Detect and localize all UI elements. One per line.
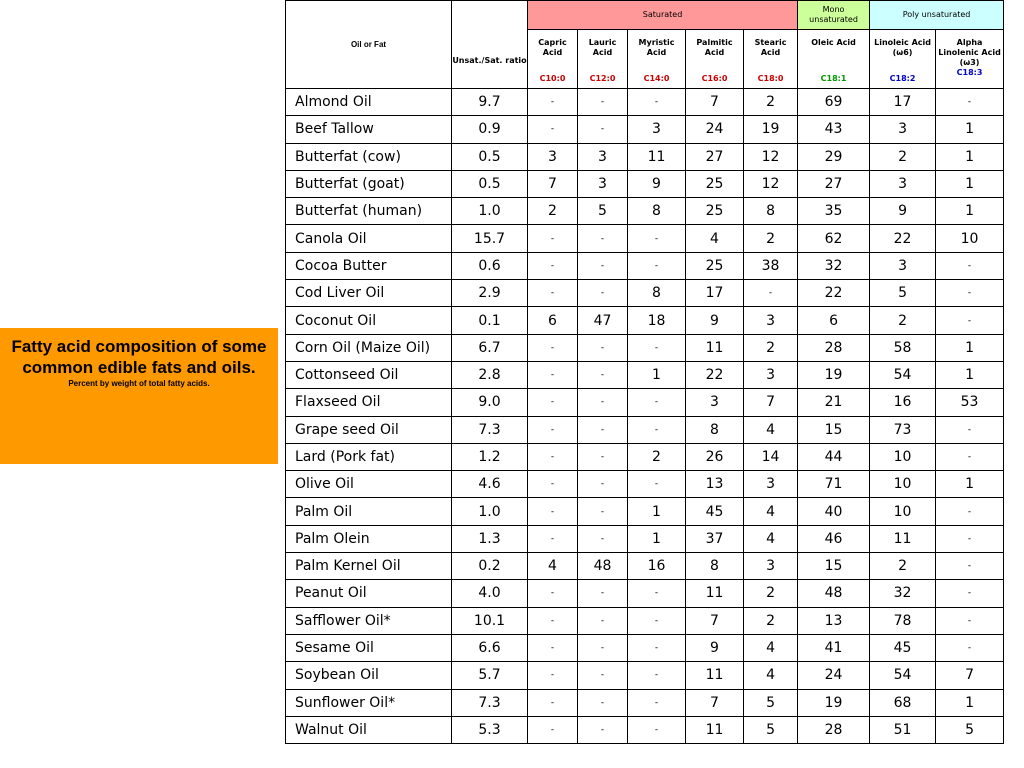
value-cell: 8 <box>686 553 744 580</box>
table-row <box>286 525 1004 552</box>
value-cell: 2 <box>870 553 936 580</box>
value-cell: 2 <box>744 334 798 361</box>
oil-name-cell: Peanut Oil <box>286 580 452 607</box>
value-cell: 8 <box>628 198 686 225</box>
value-cell: - <box>628 689 686 716</box>
table-row <box>286 443 1004 470</box>
value-cell: - <box>578 89 628 116</box>
value-cell: - <box>578 252 628 279</box>
ratio-cell: 4.6 <box>452 471 528 498</box>
table-row <box>286 580 1004 607</box>
title-panel <box>0 328 278 464</box>
value-cell: - <box>578 607 628 634</box>
value-cell: 26 <box>686 443 744 470</box>
acid-name: Oleic Acid <box>811 38 856 47</box>
value-cell: 1 <box>936 334 1004 361</box>
value-cell: 10 <box>936 225 1004 252</box>
value-cell: - <box>578 334 628 361</box>
ratio-cell: 5.3 <box>452 716 528 743</box>
value-cell: 46 <box>798 525 870 552</box>
value-cell: 3 <box>744 361 798 388</box>
value-cell: - <box>578 580 628 607</box>
ratio-cell: 7.3 <box>452 416 528 443</box>
table-row <box>286 280 1004 307</box>
value-cell: 40 <box>798 498 870 525</box>
value-cell: 1 <box>936 198 1004 225</box>
ratio-cell: 1.0 <box>452 498 528 525</box>
oil-name-cell: Palm Olein <box>286 525 452 552</box>
value-cell: - <box>936 307 1004 334</box>
value-cell: 19 <box>798 689 870 716</box>
value-cell: 19 <box>798 361 870 388</box>
oil-name-cell: Sunflower Oil* <box>286 689 452 716</box>
acid-header <box>686 30 744 89</box>
table-row <box>286 225 1004 252</box>
value-cell: 32 <box>870 580 936 607</box>
value-cell: 2 <box>870 307 936 334</box>
value-cell: 2 <box>528 198 578 225</box>
value-cell: 69 <box>798 89 870 116</box>
oil-name-cell: Coconut Oil <box>286 307 452 334</box>
oil-name-cell: Butterfat (goat) <box>286 170 452 197</box>
value-cell: 8 <box>744 198 798 225</box>
value-cell: 35 <box>798 198 870 225</box>
oil-name-cell: Almond Oil <box>286 89 452 116</box>
table-row <box>286 689 1004 716</box>
value-cell: 32 <box>798 252 870 279</box>
value-cell: - <box>744 280 798 307</box>
value-cell: 3 <box>870 170 936 197</box>
acid-code: C18:1 <box>820 74 847 83</box>
oil-name-cell: Corn Oil (Maize Oil) <box>286 334 452 361</box>
value-cell: 1 <box>628 361 686 388</box>
value-cell: - <box>578 525 628 552</box>
value-cell: - <box>578 716 628 743</box>
ratio-cell: 2.9 <box>452 280 528 307</box>
value-cell: 7 <box>744 389 798 416</box>
table-title: Fatty acid composition of some common edible fats and oils. <box>11 337 267 377</box>
value-cell: 3 <box>628 116 686 143</box>
value-cell: 2 <box>628 443 686 470</box>
ratio-cell: 4.0 <box>452 580 528 607</box>
value-cell: 5 <box>744 689 798 716</box>
value-cell: 7 <box>686 607 744 634</box>
value-cell: - <box>936 443 1004 470</box>
value-cell: 21 <box>798 389 870 416</box>
value-cell: 5 <box>936 716 1004 743</box>
table-row <box>286 634 1004 661</box>
value-cell: - <box>628 716 686 743</box>
value-cell: - <box>578 689 628 716</box>
acid-name: Stearic Acid <box>754 38 787 57</box>
value-cell: 45 <box>870 634 936 661</box>
value-cell: 4 <box>528 553 578 580</box>
table-row <box>286 471 1004 498</box>
value-cell: - <box>578 634 628 661</box>
value-cell: 3 <box>578 143 628 170</box>
value-cell: - <box>628 662 686 689</box>
value-cell: 43 <box>798 116 870 143</box>
value-cell: 25 <box>686 198 744 225</box>
value-cell: 1 <box>936 689 1004 716</box>
acid-name: Lauric Acid <box>588 38 617 57</box>
value-cell: 4 <box>744 662 798 689</box>
value-cell: 17 <box>870 89 936 116</box>
oil-name-cell: Soybean Oil <box>286 662 452 689</box>
oil-name-cell: Palm Oil <box>286 498 452 525</box>
value-cell: 11 <box>870 525 936 552</box>
value-cell: - <box>528 498 578 525</box>
oil-name-cell: Butterfat (cow) <box>286 143 452 170</box>
value-cell: - <box>936 580 1004 607</box>
ratio-cell: 6.6 <box>452 634 528 661</box>
value-cell: - <box>528 580 578 607</box>
ratio-cell: 10.1 <box>452 607 528 634</box>
table-subtitle: Percent by weight of total fatty acids. <box>68 379 210 388</box>
ratio-cell: 6.7 <box>452 334 528 361</box>
oil-name-cell: Cod Liver Oil <box>286 280 452 307</box>
table-row <box>286 416 1004 443</box>
value-cell: - <box>528 525 578 552</box>
acid-code: C18:0 <box>757 74 784 83</box>
acid-code: C18:2 <box>889 74 916 83</box>
value-cell: - <box>628 89 686 116</box>
oil-name-cell: Walnut Oil <box>286 716 452 743</box>
value-cell: 12 <box>744 143 798 170</box>
acid-code: C12:0 <box>589 74 616 83</box>
value-cell: 53 <box>936 389 1004 416</box>
oil-name-cell: Butterfat (human) <box>286 198 452 225</box>
value-cell: 71 <box>798 471 870 498</box>
value-cell: 3 <box>528 143 578 170</box>
value-cell: 47 <box>578 307 628 334</box>
value-cell: 9 <box>686 307 744 334</box>
value-cell: - <box>578 498 628 525</box>
value-cell: - <box>936 280 1004 307</box>
value-cell: 16 <box>628 553 686 580</box>
value-cell: 22 <box>870 225 936 252</box>
value-cell: 28 <box>798 716 870 743</box>
value-cell: 7 <box>686 89 744 116</box>
value-cell: - <box>528 607 578 634</box>
oil-name-cell: Lard (Pork fat) <box>286 443 452 470</box>
value-cell: 6 <box>528 307 578 334</box>
value-cell: 2 <box>870 143 936 170</box>
value-cell: 3 <box>870 252 936 279</box>
value-cell: 11 <box>628 143 686 170</box>
value-cell: 58 <box>870 334 936 361</box>
ratio-column-header: Unsat./Sat. ratio <box>452 1 528 89</box>
value-cell: 11 <box>686 716 744 743</box>
value-cell: 27 <box>686 143 744 170</box>
oil-name-cell: Sesame Oil <box>286 634 452 661</box>
value-cell: 54 <box>870 662 936 689</box>
oil-name-cell: Canola Oil <box>286 225 452 252</box>
table-row <box>286 334 1004 361</box>
table-row <box>286 389 1004 416</box>
ratio-cell: 0.5 <box>452 170 528 197</box>
value-cell: 54 <box>870 361 936 388</box>
value-cell: 38 <box>744 252 798 279</box>
value-cell: 7 <box>936 662 1004 689</box>
value-cell: 4 <box>744 498 798 525</box>
oil-name-cell: Olive Oil <box>286 471 452 498</box>
value-cell: 3 <box>744 307 798 334</box>
value-cell: 1 <box>936 170 1004 197</box>
value-cell: 2 <box>744 225 798 252</box>
value-cell: 15 <box>798 416 870 443</box>
table-row <box>286 170 1004 197</box>
value-cell: 37 <box>686 525 744 552</box>
acid-code: C10:0 <box>539 74 566 83</box>
value-cell: - <box>528 334 578 361</box>
acid-header <box>628 30 686 89</box>
value-cell: - <box>528 89 578 116</box>
value-cell: 15 <box>798 553 870 580</box>
ratio-cell: 0.1 <box>452 307 528 334</box>
header-group-row <box>286 1 1004 30</box>
value-cell: 24 <box>686 116 744 143</box>
value-cell: - <box>578 416 628 443</box>
ratio-cell: 7.3 <box>452 689 528 716</box>
value-cell: 27 <box>798 170 870 197</box>
acid-header <box>936 30 1004 89</box>
table-row <box>286 307 1004 334</box>
value-cell: 7 <box>528 170 578 197</box>
value-cell: 51 <box>870 716 936 743</box>
value-cell: 11 <box>686 662 744 689</box>
value-cell: - <box>528 471 578 498</box>
ratio-cell: 5.7 <box>452 662 528 689</box>
value-cell: - <box>578 389 628 416</box>
oil-name-cell: Safflower Oil* <box>286 607 452 634</box>
value-cell: 48 <box>578 553 628 580</box>
value-cell: 12 <box>744 170 798 197</box>
table-row <box>286 553 1004 580</box>
value-cell: - <box>528 662 578 689</box>
value-cell: - <box>628 634 686 661</box>
value-cell: 3 <box>744 553 798 580</box>
table-row <box>286 116 1004 143</box>
oil-name-cell: Grape seed Oil <box>286 416 452 443</box>
value-cell: 1 <box>628 498 686 525</box>
value-cell: 3 <box>578 170 628 197</box>
value-cell: - <box>628 389 686 416</box>
acid-header <box>578 30 628 89</box>
value-cell: - <box>628 607 686 634</box>
acid-code: C16:0 <box>701 74 728 83</box>
ratio-cell: 0.2 <box>452 553 528 580</box>
value-cell: - <box>628 580 686 607</box>
value-cell: 1 <box>628 525 686 552</box>
value-cell: 68 <box>870 689 936 716</box>
acid-name: Myristic Acid <box>638 38 675 57</box>
ratio-cell: 0.9 <box>452 116 528 143</box>
value-cell: 4 <box>744 525 798 552</box>
value-cell: 29 <box>798 143 870 170</box>
value-cell: - <box>936 607 1004 634</box>
value-cell: 3 <box>744 471 798 498</box>
value-cell: 16 <box>870 389 936 416</box>
value-cell: - <box>936 634 1004 661</box>
table-row <box>286 252 1004 279</box>
ratio-cell: 2.8 <box>452 361 528 388</box>
oil-name-cell: Flaxseed Oil <box>286 389 452 416</box>
acid-name: Linoleic Acid (ω6) <box>874 38 931 57</box>
table-row <box>286 662 1004 689</box>
ratio-cell: 15.7 <box>452 225 528 252</box>
fatty-acid-table <box>285 0 1004 744</box>
value-cell: 1 <box>936 116 1004 143</box>
ratio-cell: 1.2 <box>452 443 528 470</box>
poly-group-header: Poly unsaturated <box>870 1 1004 30</box>
value-cell: 7 <box>686 689 744 716</box>
value-cell: - <box>578 225 628 252</box>
acid-header <box>528 30 578 89</box>
value-cell: 3 <box>870 116 936 143</box>
acid-code: C14:0 <box>643 74 670 83</box>
value-cell: - <box>936 553 1004 580</box>
value-cell: - <box>936 416 1004 443</box>
acid-name: Palmitic Acid <box>696 38 733 57</box>
value-cell: 5 <box>870 280 936 307</box>
value-cell: 19 <box>744 116 798 143</box>
value-cell: 2 <box>744 580 798 607</box>
table-row <box>286 716 1004 743</box>
value-cell: 4 <box>744 634 798 661</box>
value-cell: 2 <box>744 607 798 634</box>
value-cell: 10 <box>870 471 936 498</box>
oil-column-header: Oil or Fat <box>286 1 452 89</box>
oil-name-cell: Beef Tallow <box>286 116 452 143</box>
ratio-cell: 9.7 <box>452 89 528 116</box>
acid-code: C18:3 <box>956 68 983 77</box>
table-row <box>286 607 1004 634</box>
ratio-cell: 0.5 <box>452 143 528 170</box>
value-cell: 13 <box>798 607 870 634</box>
acid-header <box>870 30 936 89</box>
value-cell: - <box>528 361 578 388</box>
value-cell: 4 <box>744 416 798 443</box>
value-cell: 3 <box>686 389 744 416</box>
value-cell: - <box>528 443 578 470</box>
value-cell: - <box>578 471 628 498</box>
value-cell: 8 <box>686 416 744 443</box>
value-cell: 11 <box>686 334 744 361</box>
value-cell: 44 <box>798 443 870 470</box>
ratio-cell: 1.3 <box>452 525 528 552</box>
ratio-cell: 9.0 <box>452 389 528 416</box>
ratio-cell: 0.6 <box>452 252 528 279</box>
oil-name-cell: Cocoa Butter <box>286 252 452 279</box>
value-cell: 14 <box>744 443 798 470</box>
table-row <box>286 361 1004 388</box>
value-cell: - <box>628 416 686 443</box>
oil-name-cell: Cottonseed Oil <box>286 361 452 388</box>
value-cell: 24 <box>798 662 870 689</box>
value-cell: 5 <box>578 198 628 225</box>
value-cell: 9 <box>870 198 936 225</box>
value-cell: - <box>528 416 578 443</box>
value-cell: 9 <box>686 634 744 661</box>
value-cell: 1 <box>936 471 1004 498</box>
table-row <box>286 198 1004 225</box>
value-cell: - <box>628 252 686 279</box>
acid-name: Alpha Linolenic Acid (ω3) <box>938 38 1001 67</box>
value-cell: 1 <box>936 143 1004 170</box>
value-cell: 5 <box>744 716 798 743</box>
value-cell: - <box>528 716 578 743</box>
value-cell: 9 <box>628 170 686 197</box>
mono-group-header: Mono unsaturated <box>798 1 870 30</box>
saturated-group-header: Saturated <box>528 1 798 30</box>
oil-name-cell: Palm Kernel Oil <box>286 553 452 580</box>
value-cell: 17 <box>686 280 744 307</box>
value-cell: 78 <box>870 607 936 634</box>
acid-header <box>798 30 870 89</box>
ratio-cell: 1.0 <box>452 198 528 225</box>
value-cell: 1 <box>936 361 1004 388</box>
value-cell: - <box>528 280 578 307</box>
value-cell: - <box>628 225 686 252</box>
value-cell: - <box>936 525 1004 552</box>
value-cell: 73 <box>870 416 936 443</box>
table-row <box>286 89 1004 116</box>
value-cell: - <box>528 389 578 416</box>
value-cell: - <box>936 252 1004 279</box>
table-row <box>286 498 1004 525</box>
value-cell: - <box>936 498 1004 525</box>
acid-name: Capric Acid <box>538 38 567 57</box>
value-cell: 13 <box>686 471 744 498</box>
value-cell: - <box>528 252 578 279</box>
value-cell: - <box>528 634 578 661</box>
value-cell: - <box>578 361 628 388</box>
value-cell: 18 <box>628 307 686 334</box>
value-cell: 10 <box>870 498 936 525</box>
value-cell: 41 <box>798 634 870 661</box>
value-cell: 2 <box>744 89 798 116</box>
value-cell: - <box>528 116 578 143</box>
value-cell: 22 <box>686 361 744 388</box>
value-cell: 4 <box>686 225 744 252</box>
value-cell: 25 <box>686 170 744 197</box>
value-cell: - <box>578 280 628 307</box>
value-cell: 62 <box>798 225 870 252</box>
value-cell: - <box>578 443 628 470</box>
value-cell: 45 <box>686 498 744 525</box>
table-body <box>286 89 1004 744</box>
acid-header <box>744 30 798 89</box>
value-cell: 22 <box>798 280 870 307</box>
value-cell: 8 <box>628 280 686 307</box>
value-cell: 25 <box>686 252 744 279</box>
value-cell: - <box>936 89 1004 116</box>
value-cell: 28 <box>798 334 870 361</box>
value-cell: - <box>628 471 686 498</box>
table-row <box>286 143 1004 170</box>
value-cell: 48 <box>798 580 870 607</box>
value-cell: 10 <box>870 443 936 470</box>
value-cell: 11 <box>686 580 744 607</box>
value-cell: 6 <box>798 307 870 334</box>
value-cell: - <box>578 662 628 689</box>
value-cell: - <box>528 689 578 716</box>
value-cell: - <box>628 334 686 361</box>
value-cell: - <box>528 225 578 252</box>
value-cell: - <box>578 116 628 143</box>
